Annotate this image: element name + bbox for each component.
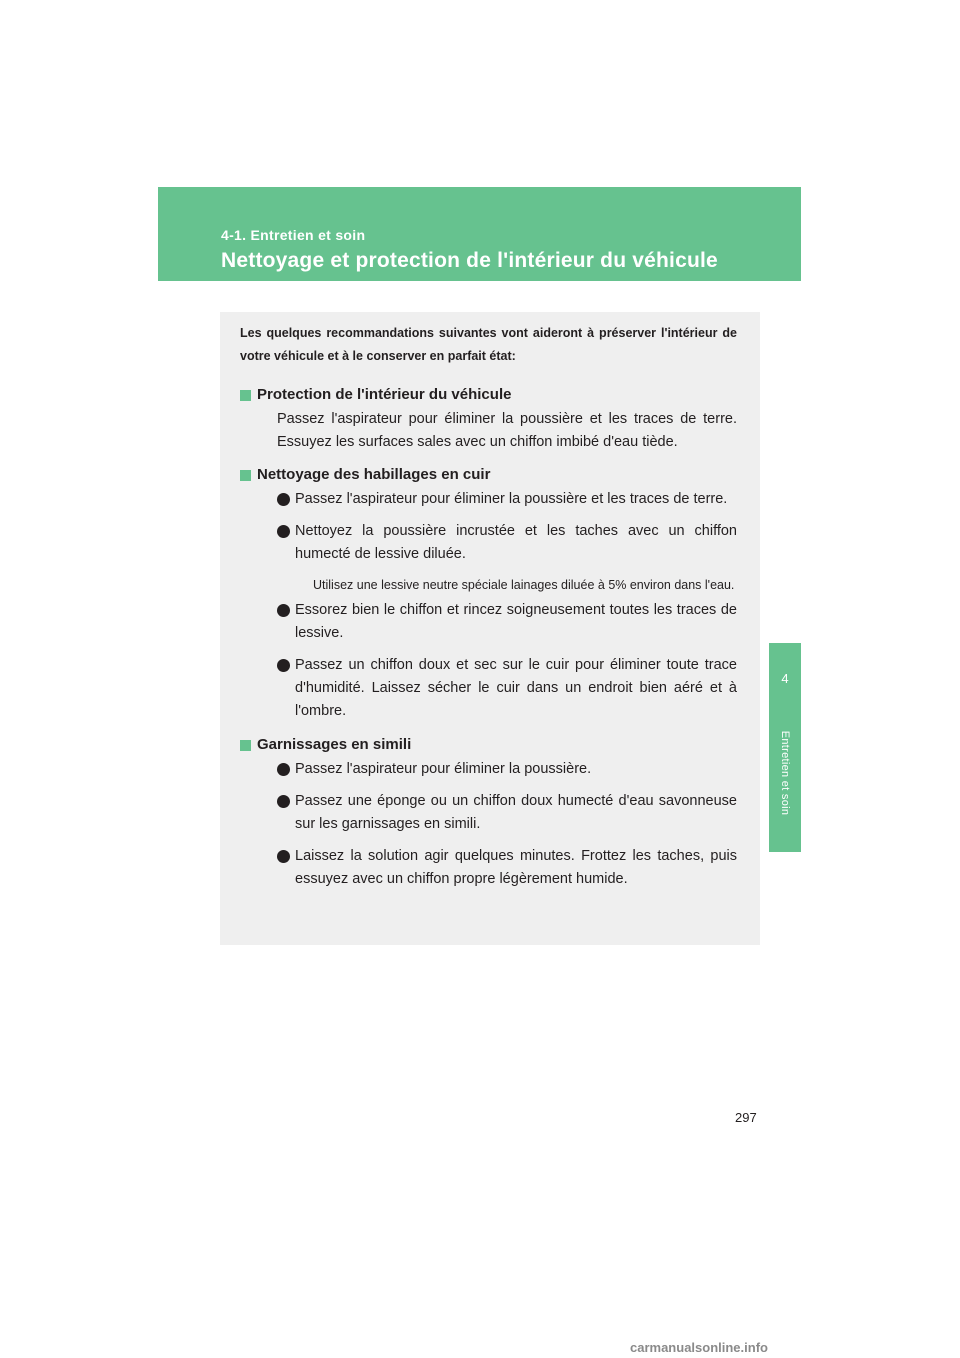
section-heading bbox=[240, 732, 737, 758]
intro-text: Les quelques recommandations suivantes vont aideront à préserver l'intérieur de votre véhicule et à le conserver en parfait état: bbox=[240, 326, 737, 363]
list-item-text: Passez l'aspirateur pour éliminer la poussière. bbox=[295, 761, 592, 777]
list-item bbox=[240, 599, 737, 645]
round-bullet-icon bbox=[277, 795, 290, 808]
chapter-side-tab bbox=[769, 643, 801, 852]
round-bullet-icon bbox=[277, 493, 290, 506]
chapter-number: 4 bbox=[781, 671, 789, 686]
chapter-header bbox=[158, 187, 801, 281]
bullet-list bbox=[240, 599, 737, 723]
list-item bbox=[240, 758, 737, 781]
square-bullet-icon bbox=[240, 390, 251, 401]
list-item-text: Essorez bien le chiffon et rincez soigneusement toutes les traces de lessive. bbox=[295, 602, 737, 641]
section-body-text: Passez l'aspirateur pour éliminer la poussière et les traces de terre. Essuyez les surfaces sales avec un chiffon imbibé d'eau tiède. bbox=[277, 411, 737, 450]
page-number: 297 bbox=[735, 1110, 757, 1125]
watermark: carmanualsonline.info bbox=[630, 1340, 768, 1355]
list-item bbox=[240, 845, 737, 891]
content-box bbox=[220, 312, 760, 945]
section-heading-text: Nettoyage des habillages en cuir bbox=[257, 466, 491, 483]
list-item-text: Passez un chiffon doux et sec sur le cuir pour éliminer toute trace d'humidité. Laissez sécher le cuir dans un endroit bien aéré et à l'ombre. bbox=[295, 657, 737, 719]
square-bullet-icon bbox=[240, 470, 251, 481]
square-bullet-icon bbox=[240, 740, 251, 751]
bullet-list bbox=[240, 758, 737, 891]
list-item-text: Nettoyez la poussière incrustée et les taches avec un chiffon humecté de lessive diluée. bbox=[295, 523, 737, 562]
section-heading-text: Protection de l'intérieur du véhicule bbox=[257, 386, 512, 403]
section-heading-text: Garnissages en simili bbox=[257, 736, 412, 753]
section-heading bbox=[240, 462, 737, 488]
list-item-text: Passez l'aspirateur pour éliminer la poussière et les traces de terre. bbox=[295, 491, 728, 507]
list-item bbox=[240, 488, 737, 511]
round-bullet-icon bbox=[277, 763, 290, 776]
round-bullet-icon bbox=[277, 525, 290, 538]
chapter-label: Entretien et soin bbox=[779, 730, 791, 816]
round-bullet-icon bbox=[277, 659, 290, 672]
bullet-list bbox=[240, 488, 737, 566]
list-item bbox=[240, 654, 737, 723]
list-item bbox=[240, 520, 737, 566]
section-heading bbox=[240, 382, 737, 408]
round-bullet-icon bbox=[277, 850, 290, 863]
list-item-text: Laissez la solution agir quelques minutes. Frottez les taches, puis essuyez avec un chiffon propre légèrement humide. bbox=[295, 848, 737, 887]
page-title: Nettoyage et protection de l'intérieur du véhicule bbox=[221, 249, 718, 272]
note-text: Utilisez une lessive neutre spéciale lainages diluée à 5% environ dans l'eau. bbox=[313, 578, 735, 592]
list-item-text: Passez une éponge ou un chiffon doux humecté d'eau savonneuse sur les garnissages en simili. bbox=[295, 793, 737, 832]
round-bullet-icon bbox=[277, 604, 290, 617]
section-label: 4-1. Entretien et soin bbox=[221, 227, 366, 243]
list-item bbox=[240, 790, 737, 836]
